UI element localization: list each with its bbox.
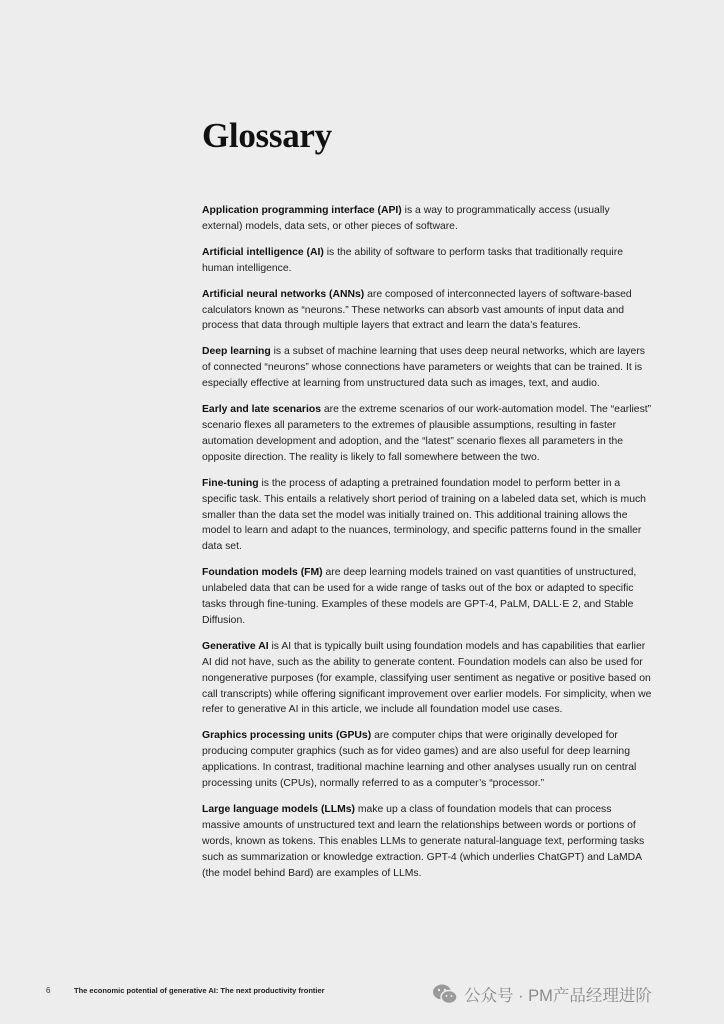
page-number: 6: [46, 986, 51, 995]
glossary-definition: is the ability of software to perform tasks that traditionally require human intelligence.: [202, 246, 623, 274]
watermark-text: 公众号 · PM产品经理进阶: [464, 987, 652, 1005]
glossary-definition: is a way to programmatically access (usually external) models, data sets, or other pieces of software.: [202, 205, 610, 232]
glossary-term: Artificial intelligence (AI): [202, 246, 324, 258]
glossary-entry-generative-ai: [202, 639, 652, 719]
glossary-definition: is a subset of machine learning that uses deep neural networks, which are layers of connected “neurons” whose connections have parameters or weights that can be trained. It is especially effective at learning from unstructured data such as images, text, and audio.: [202, 346, 645, 390]
glossary-term: Application programming interface (API): [202, 205, 402, 216]
glossary-definition: are computer chips that were originally developed for producing computer graphics (such as for video games) and are also useful for deep learning applications. In contrast, traditional machine learning and other analyses usually run on central processing units (CPUs), normally referred to as a computer’s “processor.”: [202, 730, 637, 790]
glossary-entry-api: [202, 203, 652, 235]
glossary-term: Deep learning: [202, 346, 271, 358]
glossary-term: Generative AI: [202, 640, 269, 652]
glossary-entry-fine-tuning: [202, 476, 652, 556]
glossary-term: Foundation models (FM): [202, 567, 323, 579]
watermark: [432, 982, 652, 1006]
glossary-list: [202, 203, 652, 892]
glossary-entry-gpus: [202, 728, 652, 792]
glossary-entry-deep-learning: [202, 344, 652, 392]
glossary-term: Large language models (LLMs): [202, 804, 355, 815]
footer-title: The economic potential of generative AI: The next productivity frontier: [74, 986, 325, 995]
glossary-definition: are the extreme scenarios of our work-automation model. The “earliest” scenario flexes all parameters to the extremes of plausible assumptions, resulting in faster automation development and adoption, and the “latest” scenario flexes all parameters in the opposite direction. The reality is likely to fall somewhere between the two.: [202, 404, 652, 463]
glossary-definition: is AI that is typically built using foundation models and has capabilities that earlier AI did not have, such as the ability to generate content. Foundation models can also be used for nongenerative purposes (for example, classifying user sentiment as negative or positive based on call transcripts) while offering significant improvement over earlier models. For simplicity, when we refer to generative AI in this article, we include all foundation model use cases.: [202, 640, 652, 716]
glossary-definition: is the process of adapting a pretrained foundation model to perform better in a specific task. This entails a relatively short period of training on a labeled data set, which is much smaller than the data set the model was initially trained on. This additional training allows the model to learn and adapt to the nuances, terminology, and specific patterns found in the smaller data set.: [202, 477, 646, 553]
page-title: Glossary: [202, 116, 332, 155]
glossary-entry-foundation-models: [202, 565, 652, 629]
glossary-entry-scenarios: [202, 402, 652, 466]
glossary-term: Graphics processing units (GPUs): [202, 730, 372, 742]
glossary-entry-llms: [202, 802, 652, 882]
glossary-term: Fine-tuning: [202, 477, 259, 489]
glossary-term: Artificial neural networks (ANNs): [202, 288, 365, 300]
glossary-entry-anns: [202, 287, 652, 335]
wechat-icon: [432, 983, 458, 1005]
glossary-entry-ai: [202, 245, 652, 277]
glossary-definition: make up a class of foundation models that can process massive amounts of unstructured text and learn the relationships between words or portions of words, known as tokens. This enables LLMs to generate natural-language text, performing tasks such as summarization or knowledge extraction. GPT-4 (which underlies ChatGPT) and LaMDA (the model behind Bard) are examples of LLMs.: [202, 804, 645, 879]
glossary-term: Early and late scenarios: [202, 404, 321, 416]
glossary-definition: are composed of interconnected layers of software-based calculators known as “neurons.” These networks can absorb vast amounts of input data and process that data through multiple layers that extract and learn the data’s features.: [202, 288, 632, 332]
glossary-definition: are deep learning models trained on vast quantities of unstructured, unlabeled data that can be used for a wide range of tasks out of the box or adapted to specific tasks through fine-tuning. Examples of these models are GPT-4, PaLM, DALL·E 2, and Stable Diffusion.: [202, 567, 637, 626]
